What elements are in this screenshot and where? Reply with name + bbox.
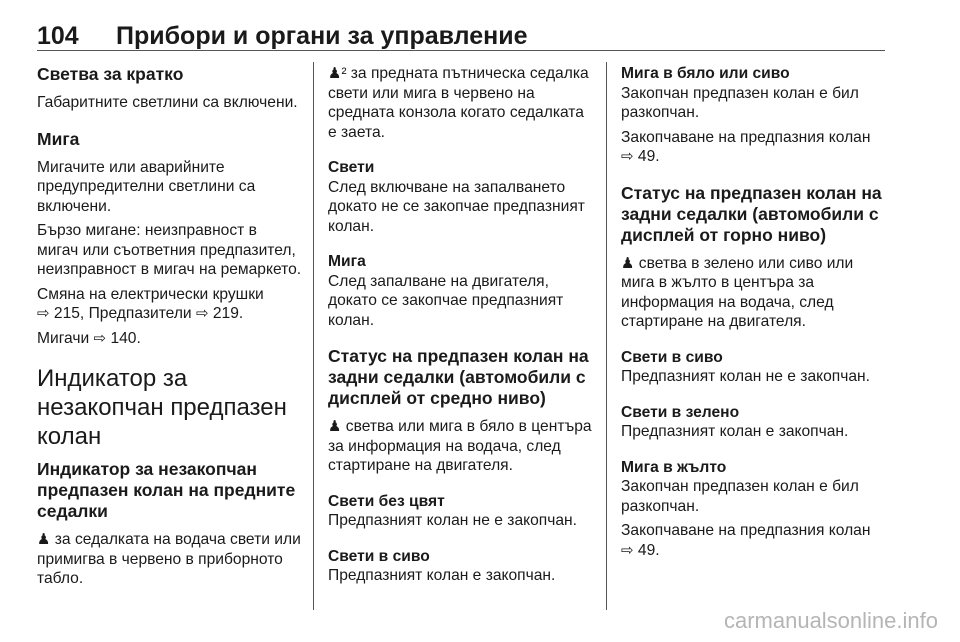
column-middle xyxy=(328,64,593,591)
paragraph: Предпазният колан е закопчан. xyxy=(328,567,556,584)
subheading: Свети в зелено xyxy=(621,403,740,421)
paragraph: Бързо мигане: неизправност в мигач или съответния предпазител, неизправност в мигач на ремаркето. xyxy=(37,222,302,278)
text: Мигачи xyxy=(37,329,94,347)
section-heading: Статус на предпазен колан на задни седалки (автомобили с дисплей от горно ниво) xyxy=(621,182,882,245)
text: 219. xyxy=(208,305,244,322)
section-heading: Индикатор за незакопчан предпазен колан на предните седалки xyxy=(37,459,296,521)
text: Закопчаване на предпазния колан xyxy=(621,128,871,146)
seatbelt-icon: ♟ xyxy=(621,254,635,272)
text: за седалката на водача свети или примигва в червено в приборното табло. xyxy=(37,531,301,587)
paragraph: Закопчан предпазен колан е бил разкопчан. xyxy=(621,84,859,121)
subheading: Мига в бяло или сиво xyxy=(621,65,790,82)
subheading: Свети без цвят xyxy=(328,492,445,510)
paragraph xyxy=(328,64,593,142)
paragraph: Мигачите или аварийните предупредителни светлини са включени. xyxy=(37,158,256,215)
column-right xyxy=(621,64,886,565)
subheading: Свети xyxy=(328,159,375,176)
text: светва в зелено или сиво или мига в жълто в центъра за информация на водача, след стартиране на двигателя. xyxy=(621,254,854,330)
paragraph xyxy=(621,521,886,560)
seatbelt-passenger-icon: ♟² xyxy=(328,65,347,82)
chapter-heading: Индикатор за незакопчан предпазен колан xyxy=(37,365,287,450)
text: 215, Предпазители xyxy=(49,305,196,322)
text: за предната пътническа седалка свети или мига в червено на средната конзола когато седалката е заета. xyxy=(328,65,589,141)
paragraph xyxy=(37,329,302,349)
paragraph xyxy=(37,530,302,589)
paragraph: След включване на запалването докато не се закопчае предпазният колан. xyxy=(328,178,585,235)
subheading: Свети в сиво xyxy=(621,348,723,366)
subheading: Свети в сиво xyxy=(328,547,430,565)
text: светва или мига в бяло в центъра за информация на водача, след стартиране на двигателя. xyxy=(328,418,592,474)
page-title: Прибори и органи за управление xyxy=(116,22,528,50)
column-divider xyxy=(313,62,314,610)
seatbelt-icon: ♟ xyxy=(328,418,342,435)
column-divider xyxy=(606,62,607,610)
paragraph xyxy=(37,285,302,324)
text: 49. xyxy=(633,541,660,559)
paragraph: Предпазният колан не е закопчан. xyxy=(621,368,870,385)
text: Смяна на електрически крушки xyxy=(37,285,264,303)
seatbelt-icon: ♟ xyxy=(37,531,51,548)
page-ref-arrow-icon: ⇨ xyxy=(195,305,209,322)
page-ref-arrow-icon: ⇨ xyxy=(621,541,634,559)
paragraph: Предпазният колан е закопчан. xyxy=(621,423,849,440)
paragraph: Габаритните светлини са включени. xyxy=(37,94,298,111)
page-number: 104 xyxy=(37,22,79,50)
section-heading: Светва за кратко xyxy=(37,64,184,84)
paragraph xyxy=(328,417,593,476)
watermark: carmanualsonline.info xyxy=(723,608,938,633)
text: 140. xyxy=(106,329,141,347)
paragraph xyxy=(621,128,886,167)
column-left xyxy=(37,64,302,594)
section-heading: Статус на предпазен колан на задни седалки (автомобили с дисплей от средно ниво) xyxy=(328,346,589,408)
page-header xyxy=(37,22,885,51)
subheading: Мига xyxy=(328,253,366,270)
page-ref-arrow-icon: ⇨ xyxy=(621,148,634,165)
text: 49. xyxy=(633,148,660,165)
page-ref-arrow-icon: ⇨ xyxy=(37,305,50,322)
page-ref-arrow-icon: ⇨ xyxy=(93,329,107,347)
paragraph: Предпазният колан не е закопчан. xyxy=(328,512,577,529)
paragraph: Закопчан предпазен колан е бил разкопчан. xyxy=(621,478,859,515)
section-heading: Мига xyxy=(37,128,80,149)
text: Закопчаване на предпазния колан xyxy=(621,522,871,539)
paragraph xyxy=(621,254,886,332)
paragraph: След запалване на двигателя, докато се закопчае предпазният колан. xyxy=(328,272,564,329)
subheading: Мига в жълто xyxy=(621,458,727,476)
